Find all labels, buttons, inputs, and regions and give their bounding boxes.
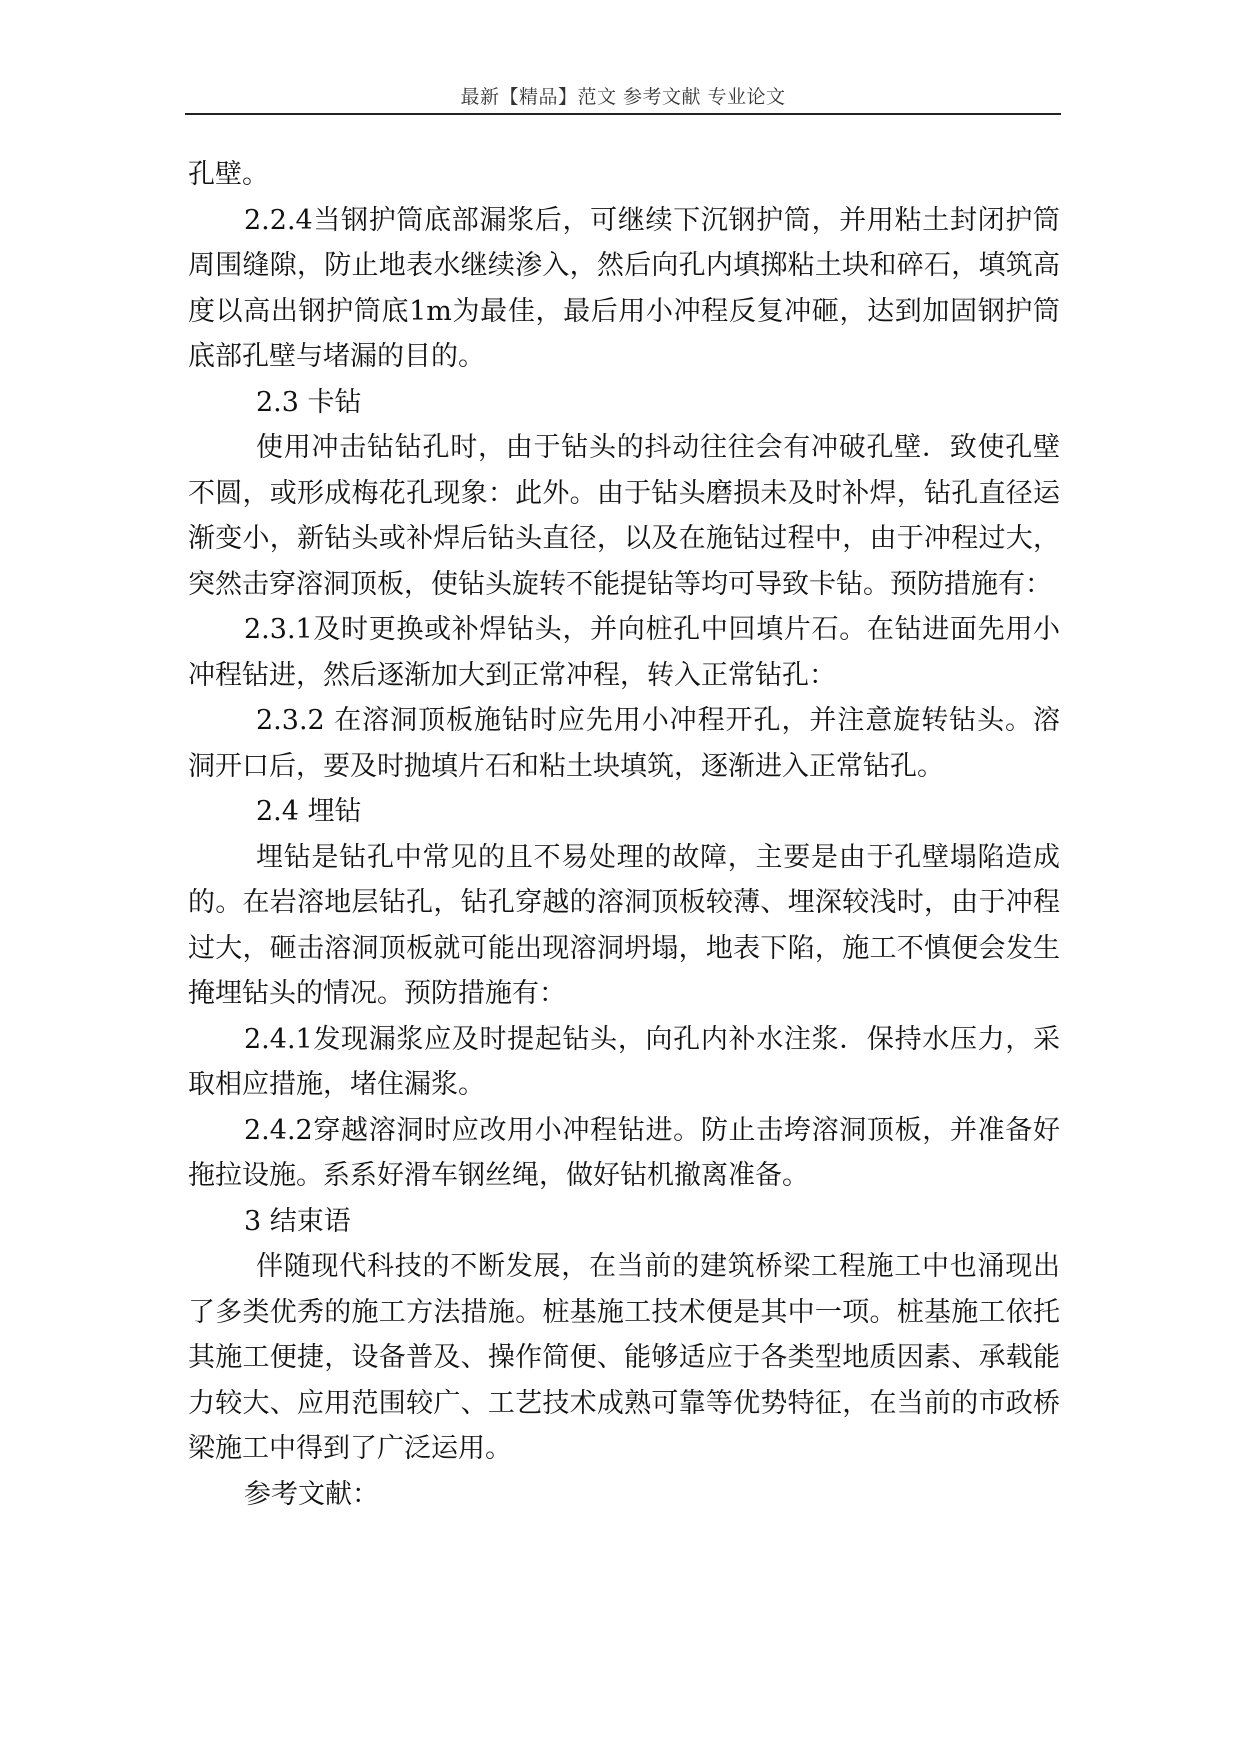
paragraph-2-2-4: 2.2.4当钢护筒底部漏浆后，可继续下沉钢护筒，并用粘土封闭护筒周围缝隙，防止地表水继续渗入，然后向孔内填掷粘土块和碎石，填筑高度以高出钢护筒底1m为最佳，最后用小冲程反复冲砸，达到加固钢护筒底部孔壁与堵漏的目的。	[188, 204, 1060, 372]
section-heading-2-3: 2.3 卡钻	[256, 386, 362, 418]
paragraph-continuation: 孔壁。	[188, 159, 269, 190]
section-heading-3: 3 结束语	[244, 1205, 351, 1237]
paragraph-2-3-1: 2.3.1及时更换或补焊钻头，并向桩孔中回填片石。在钻进面先用小冲程钻进，然后逐渐加大到正常冲程，转入正常钻孔：	[188, 614, 1060, 691]
paragraph-conclusion: 伴随现代科技的不断发展，在当前的建筑桥梁工程施工中也涌现出了多类优秀的施工方法措施。桩基施工技术便是其中一项。桩基施工依托其施工便捷，设备普及、操作简便、能够适应于各类型地质因素、承载能力较大、应用范围较广、工艺技术成熟可靠等优势特征，在当前的市政桥梁施工中得到了广泛运用。	[188, 1251, 1060, 1464]
paragraph-2-3-intro: 使用冲击钻钻孔时，由于钻头的抖动往往会有冲破孔壁．致使孔壁不圆，或形成梅花孔现象：此外。由于钻头磨损未及时补焊，钻孔直径运渐变小，新钻头或补焊后钻头直径，以及在施钻过程中，由于冲程过大，突然击穿溶洞顶板，使钻头旋转不能提钻等均可导致卡钻。预防措施有：	[188, 432, 1060, 600]
page-header: 最新【精品】范文 参考文献 专业论文	[460, 86, 786, 108]
paragraph-2-4-1: 2.4.1发现漏浆应及时提起钻头，向孔内补水注浆．保持水压力，采取相应措施，堵住漏浆。	[188, 1023, 1060, 1100]
paragraph-2-3-2: 2.3.2 在溶洞顶板施钻时应先用小冲程开孔，并注意旋转钻头。溶洞开口后，要及时抛填片石和粘土块填筑，逐渐进入正常钻孔。	[188, 705, 1060, 782]
section-heading-2-4: 2.4 埋钻	[256, 796, 362, 827]
references-heading: 参考文献：	[244, 1478, 379, 1510]
header-divider	[185, 113, 1061, 115]
paragraph-2-4-2: 2.4.2穿越溶洞时应改用小冲程钻进。防止击垮溶洞顶板，并准备好拖拉设施。系系好滑车钢丝绳，做好钻机撤离准备。	[188, 1114, 1060, 1191]
paragraph-2-4-intro: 埋钻是钻孔中常见的且不易处理的故障，主要是由于孔壁塌陷造成的。在岩溶地层钻孔，钻孔穿越的溶洞顶板较薄、埋深较浅时，由于冲程过大，砸击溶洞顶板就可能出现溶洞坍塌，地表下陷，施工不慎便会发生掩埋钻头的情况。预防措施有：	[188, 841, 1060, 1009]
document-body	[188, 152, 1060, 1517]
